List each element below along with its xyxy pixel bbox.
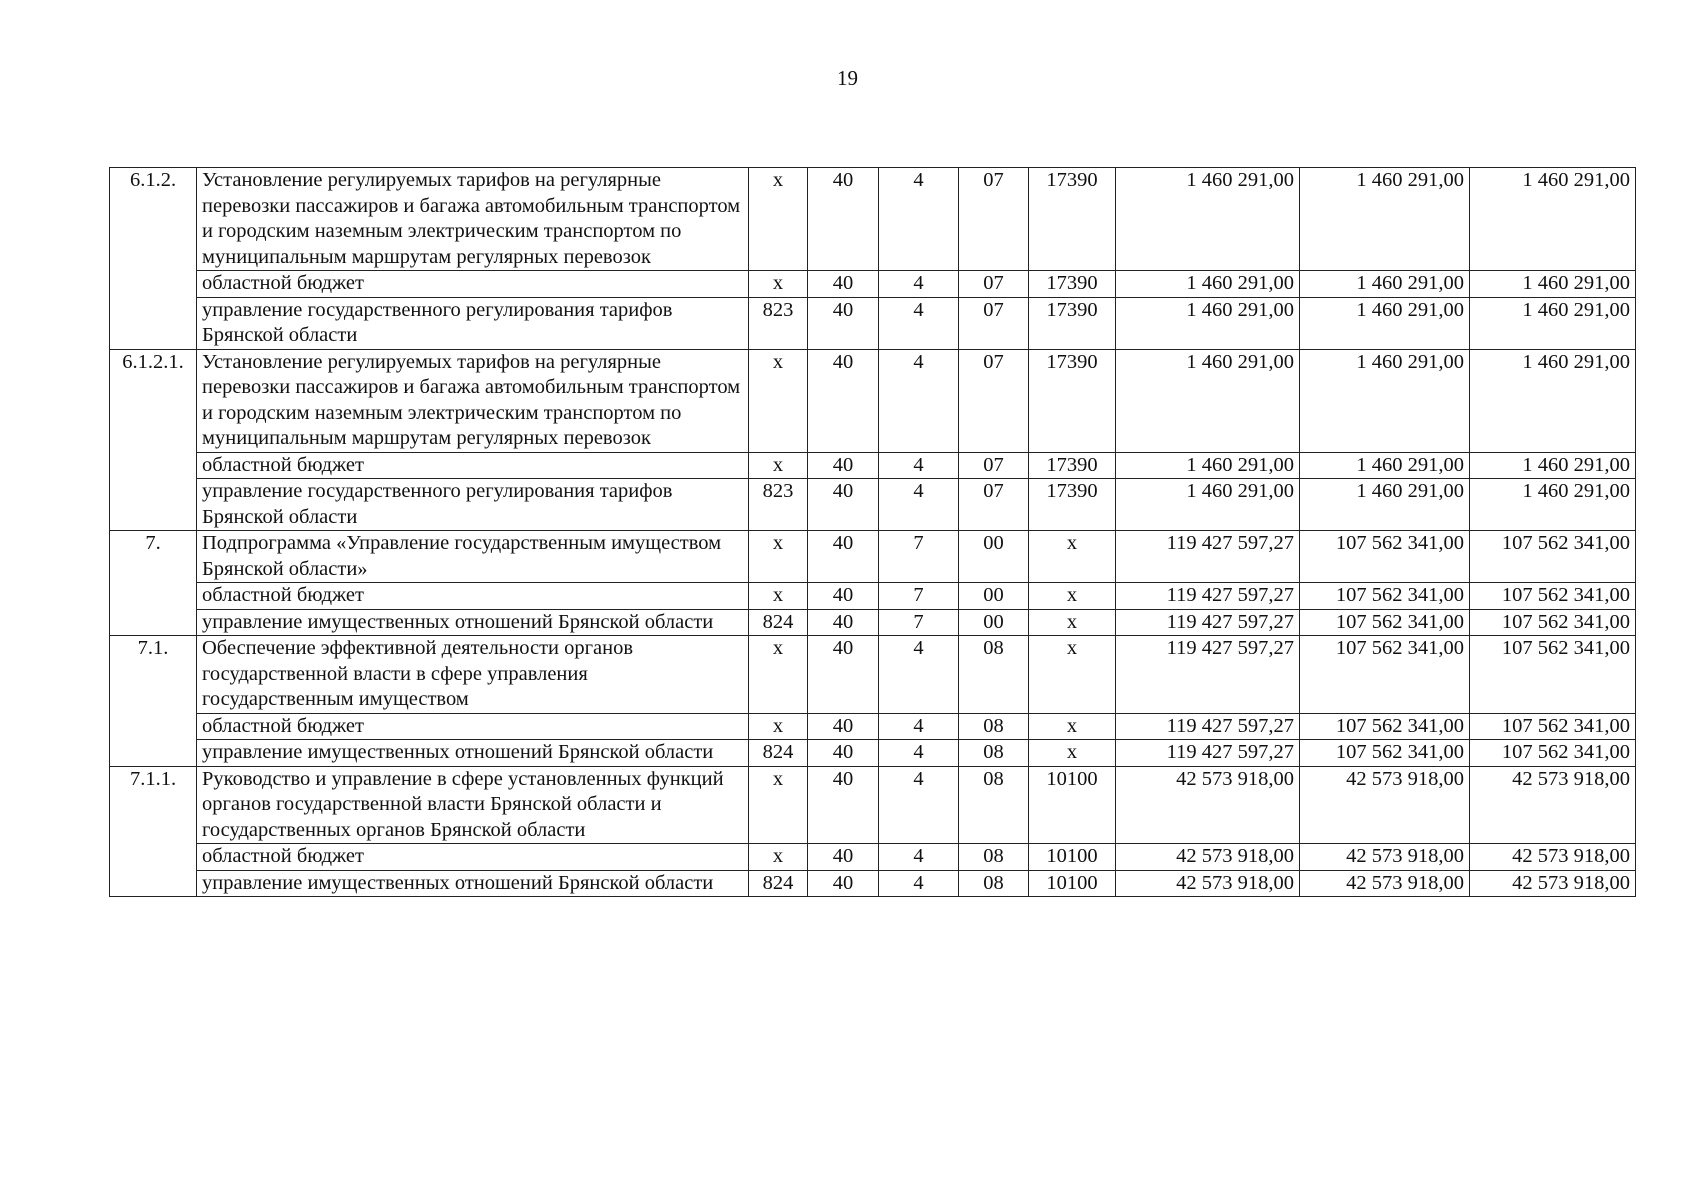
code-cell: 40 [808,452,879,479]
table-row [110,168,1636,271]
amount-cell: 1 460 291,00 [1470,297,1636,349]
code-cell: 17390 [1029,271,1116,298]
code-cell: 823 [749,297,808,349]
code-cell: 00 [959,583,1029,610]
code-cell: 40 [808,870,879,897]
row-description: управление имущественных отношений Брянской области [197,609,749,636]
amount-cell: 1 460 291,00 [1116,168,1300,271]
table-row [110,740,1636,767]
row-description: областной бюджет [197,583,749,610]
code-cell: 4 [879,870,959,897]
row-description: Руководство и управление в сфере установленных функций органов государственной власти Брянской области и государственных органов Брянской области [197,766,749,844]
code-cell: 824 [749,870,808,897]
amount-cell: 42 573 918,00 [1300,766,1470,844]
code-cell: 4 [879,479,959,531]
code-cell: х [749,583,808,610]
table-row [110,636,1636,714]
code-cell: 07 [959,297,1029,349]
amount-cell: 1 460 291,00 [1470,168,1636,271]
table-row [110,297,1636,349]
code-cell: х [749,531,808,583]
code-cell: 823 [749,479,808,531]
code-cell: 40 [808,713,879,740]
code-cell: 40 [808,844,879,871]
code-cell: х [1029,531,1116,583]
amount-cell: 42 573 918,00 [1470,766,1636,844]
code-cell: 40 [808,531,879,583]
amount-cell: 42 573 918,00 [1470,844,1636,871]
code-cell: 40 [808,168,879,271]
amount-cell: 1 460 291,00 [1470,271,1636,298]
code-cell: 00 [959,531,1029,583]
table-row [110,479,1636,531]
code-cell: 07 [959,452,1029,479]
row-description: Установление регулируемых тарифов на регулярные перевозки пассажиров и багажа автомобильным транспортом и городским наземным электрическим транспортом по муниципальным маршрутам регулярных перевозок [197,168,749,271]
code-cell: 10100 [1029,870,1116,897]
code-cell: х [749,168,808,271]
amount-cell: 119 427 597,27 [1116,583,1300,610]
amount-cell: 1 460 291,00 [1116,479,1300,531]
amount-cell: 1 460 291,00 [1116,452,1300,479]
row-number: 6.1.2.1. [110,349,197,531]
code-cell: х [749,452,808,479]
amount-cell: 107 562 341,00 [1300,636,1470,714]
code-cell: 17390 [1029,168,1116,271]
code-cell: х [749,766,808,844]
amount-cell: 1 460 291,00 [1300,479,1470,531]
code-cell: 4 [879,713,959,740]
code-cell: х [749,713,808,740]
code-cell: 7 [879,609,959,636]
code-cell: х [749,271,808,298]
amount-cell: 119 427 597,27 [1116,609,1300,636]
amount-cell: 119 427 597,27 [1116,713,1300,740]
code-cell: 40 [808,766,879,844]
row-description: управление имущественных отношений Брянской области [197,870,749,897]
code-cell: х [749,636,808,714]
code-cell: 08 [959,713,1029,740]
row-description: областной бюджет [197,452,749,479]
code-cell: 08 [959,766,1029,844]
row-description: Обеспечение эффективной деятельности органов государственной власти в сфере управления государственным имуществом [197,636,749,714]
code-cell: 17390 [1029,452,1116,479]
row-description: управление государственного регулирования тарифов Брянской области [197,479,749,531]
table-row [110,271,1636,298]
amount-cell: 107 562 341,00 [1300,740,1470,767]
table-row [110,870,1636,897]
amount-cell: 107 562 341,00 [1300,713,1470,740]
table-body [110,168,1636,897]
amount-cell: 1 460 291,00 [1300,349,1470,452]
table-row [110,531,1636,583]
code-cell: 00 [959,609,1029,636]
row-number: 7. [110,531,197,636]
code-cell: х [1029,583,1116,610]
code-cell: 40 [808,349,879,452]
row-description: управление государственного регулирования тарифов Брянской области [197,297,749,349]
code-cell: 40 [808,271,879,298]
code-cell: 7 [879,583,959,610]
amount-cell: 1 460 291,00 [1300,168,1470,271]
code-cell: 07 [959,168,1029,271]
code-cell: 08 [959,870,1029,897]
amount-cell: 1 460 291,00 [1300,297,1470,349]
code-cell: 4 [879,740,959,767]
amount-cell: 1 460 291,00 [1116,349,1300,452]
page-number: 19 [837,66,858,90]
code-cell: 824 [749,609,808,636]
code-cell: 08 [959,636,1029,714]
code-cell: х [1029,740,1116,767]
amount-cell: 119 427 597,27 [1116,531,1300,583]
table-row [110,452,1636,479]
code-cell: 4 [879,168,959,271]
code-cell: 4 [879,349,959,452]
code-cell: х [1029,713,1116,740]
code-cell: 07 [959,271,1029,298]
amount-cell: 42 573 918,00 [1116,870,1300,897]
amount-cell: 1 460 291,00 [1470,452,1636,479]
code-cell: 40 [808,636,879,714]
amount-cell: 107 562 341,00 [1470,636,1636,714]
code-cell: 4 [879,271,959,298]
table-row [110,844,1636,871]
code-cell: 4 [879,636,959,714]
code-cell: х [1029,636,1116,714]
amount-cell: 107 562 341,00 [1470,583,1636,610]
row-description: Подпрограмма «Управление государственным имуществом Брянской области» [197,531,749,583]
code-cell: 4 [879,766,959,844]
code-cell: х [1029,609,1116,636]
code-cell: 10100 [1029,844,1116,871]
amount-cell: 1 460 291,00 [1470,349,1636,452]
row-description: областной бюджет [197,271,749,298]
row-number: 7.1. [110,636,197,767]
code-cell: 08 [959,844,1029,871]
row-description: Установление регулируемых тарифов на регулярные перевозки пассажиров и багажа автомобильным транспортом и городским наземным электрическим транспортом по муниципальным маршрутам регулярных перевозок [197,349,749,452]
budget-table [109,167,1636,897]
table-row [110,349,1636,452]
amount-cell: 1 460 291,00 [1116,271,1300,298]
code-cell: 40 [808,297,879,349]
code-cell: х [749,349,808,452]
amount-cell: 107 562 341,00 [1300,531,1470,583]
amount-cell: 42 573 918,00 [1116,844,1300,871]
code-cell: 4 [879,297,959,349]
code-cell: 40 [808,609,879,636]
code-cell: 7 [879,531,959,583]
amount-cell: 107 562 341,00 [1470,713,1636,740]
code-cell: 4 [879,844,959,871]
amount-cell: 42 573 918,00 [1300,870,1470,897]
table-row [110,583,1636,610]
row-number: 7.1.1. [110,766,197,897]
amount-cell: 119 427 597,27 [1116,636,1300,714]
amount-cell: 119 427 597,27 [1116,740,1300,767]
amount-cell: 42 573 918,00 [1116,766,1300,844]
amount-cell: 107 562 341,00 [1470,531,1636,583]
amount-cell: 42 573 918,00 [1300,844,1470,871]
code-cell: 08 [959,740,1029,767]
code-cell: 40 [808,583,879,610]
amount-cell: 107 562 341,00 [1300,583,1470,610]
amount-cell: 107 562 341,00 [1470,740,1636,767]
row-number: 6.1.2. [110,168,197,350]
code-cell: 17390 [1029,479,1116,531]
code-cell: 4 [879,452,959,479]
code-cell: 40 [808,740,879,767]
code-cell: 17390 [1029,297,1116,349]
amount-cell: 1 460 291,00 [1300,452,1470,479]
code-cell: 17390 [1029,349,1116,452]
amount-cell: 107 562 341,00 [1470,609,1636,636]
row-description: управление имущественных отношений Брянской области [197,740,749,767]
code-cell: 07 [959,349,1029,452]
row-description: областной бюджет [197,713,749,740]
code-cell: 07 [959,479,1029,531]
amount-cell: 1 460 291,00 [1470,479,1636,531]
code-cell: 40 [808,479,879,531]
table-row [110,713,1636,740]
table-row [110,766,1636,844]
code-cell: 824 [749,740,808,767]
amount-cell: 107 562 341,00 [1300,609,1470,636]
row-description: областной бюджет [197,844,749,871]
table-row [110,609,1636,636]
amount-cell: 1 460 291,00 [1116,297,1300,349]
code-cell: 10100 [1029,766,1116,844]
amount-cell: 1 460 291,00 [1300,271,1470,298]
code-cell: х [749,844,808,871]
amount-cell: 42 573 918,00 [1470,870,1636,897]
